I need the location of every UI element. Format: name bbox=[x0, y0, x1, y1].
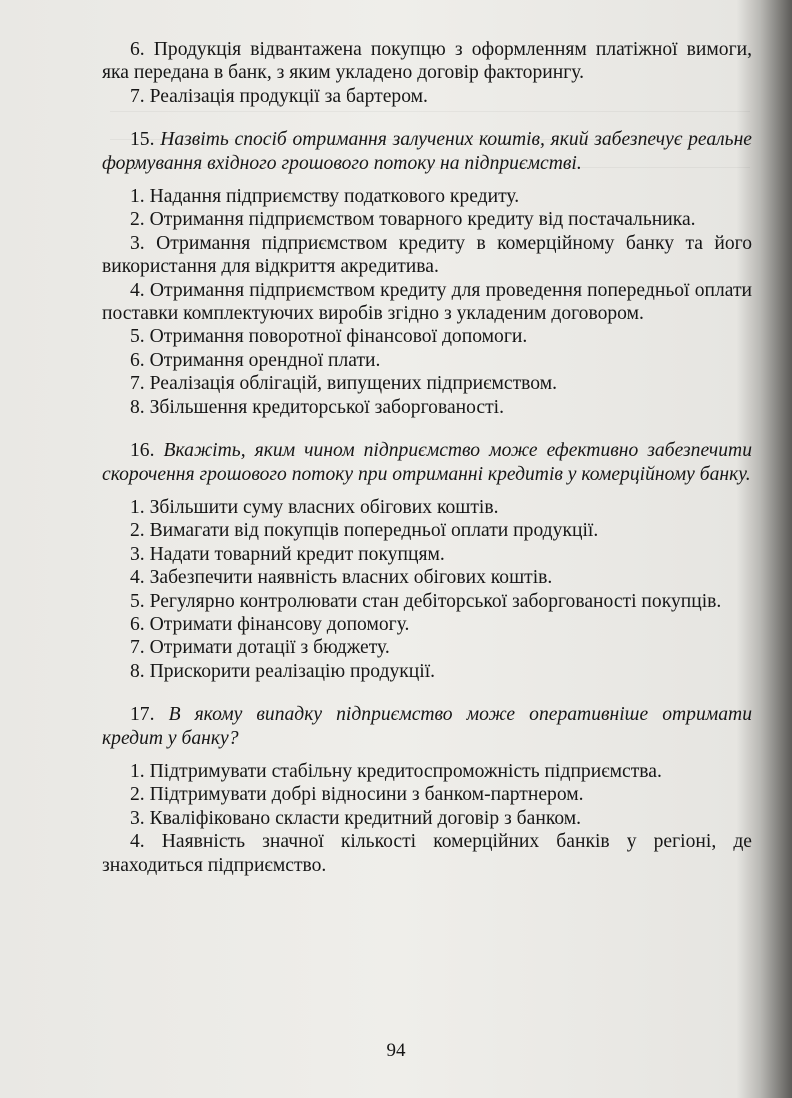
answer-option: 3. Надати товарний кредит покупцям. bbox=[130, 543, 445, 565]
answer-option: 8. Збільшення кредиторської заборгованості. bbox=[130, 396, 505, 418]
question-17 bbox=[102, 703, 752, 750]
answer-option: 4. Наявність значної кількості комерційних банків у регіоні, де знаходиться підприємство. bbox=[102, 831, 752, 876]
question-text: Назвіть спосіб отримання залучених коштів, який забезпечує реальне формування вхідного грошового потоку на підприємстві. bbox=[102, 129, 753, 174]
answer-option: 1. Збільшити суму власних обігових коштів. bbox=[130, 496, 499, 518]
question-text: Вкажіть, яким чином підприємство може ефективно забезпечити скорочення грошового потоку при отриманні кредитів у комерційному банку. bbox=[102, 440, 752, 485]
question-number: 15. bbox=[130, 129, 155, 151]
answer-option: 4. Отримання підприємством кредиту для проведення попередньої оплати поставки комплектуючих виробів згідно з укладеним договором. bbox=[102, 279, 752, 325]
page-content bbox=[102, 38, 752, 877]
answer-option: 1. Надання підприємству податкового кредиту. bbox=[130, 186, 520, 208]
answer-option: 4. Забезпечити наявність власних обігових коштів. bbox=[130, 567, 553, 589]
list-item: 6. Продукція відвантажена покупцю з оформленням платіжної вимоги, яка передана в банк, з яким укладено договір факторингу. bbox=[102, 39, 752, 84]
answer-option: 6. Отримання орендної плати. bbox=[130, 349, 381, 371]
question-number: 17. bbox=[130, 704, 155, 726]
answer-option: 2. Вимагати від покупців попередньої оплати продукції. bbox=[130, 520, 599, 542]
answer-option: 5. Регулярно контролювати стан дебіторської заборгованості покупців. bbox=[130, 590, 722, 612]
answer-option: 3. Кваліфіковано скласти кредитний договір з банком. bbox=[130, 807, 582, 829]
answer-option: 8. Прискорити реалізацію продукції. bbox=[130, 660, 436, 682]
answer-option: 2. Отримання підприємством товарного кредиту від постачальника. bbox=[130, 209, 696, 231]
question-15 bbox=[102, 128, 752, 175]
answer-option: 7. Реалізація облігацій, випущених підприємством. bbox=[130, 373, 558, 395]
question-16 bbox=[102, 439, 752, 486]
answer-option: 3. Отримання підприємством кредиту в комерційному банку та його використання для відкриття акредитива. bbox=[102, 232, 752, 278]
list-item: 7. Реалізація продукції за бартером. bbox=[130, 85, 428, 107]
question-text: В якому випадку підприємство може оперативніше отримати кредит у банку? bbox=[102, 704, 753, 749]
answer-option: 6. Отримати фінансову допомогу. bbox=[130, 613, 410, 635]
answer-option: 5. Отримання поворотної фінансової допомоги. bbox=[130, 326, 528, 348]
question-number: 16. bbox=[130, 440, 155, 462]
page-number: 94 bbox=[386, 1040, 406, 1061]
answer-option: 7. Отримати дотації з бюджету. bbox=[130, 637, 390, 659]
answer-option: 2. Підтримувати добрі відносини з банком-партнером. bbox=[130, 784, 584, 806]
answer-option: 1. Підтримувати стабільну кредитоспроможність підприємства. bbox=[130, 760, 662, 782]
